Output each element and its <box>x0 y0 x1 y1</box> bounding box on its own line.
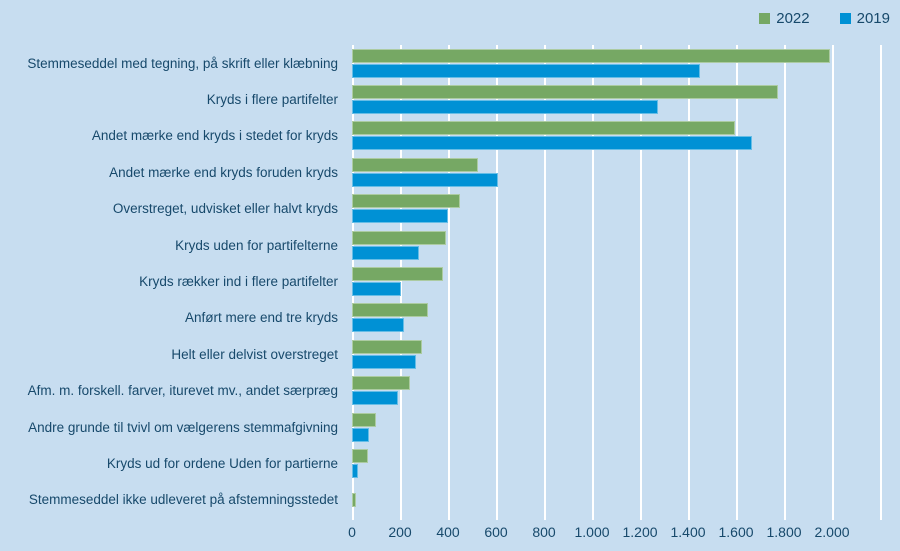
chart-row <box>0 118 900 154</box>
bar-2019 <box>352 136 752 150</box>
bar-2022 <box>352 376 410 390</box>
category-label: Andet mærke end kryds i stedet for kryds <box>91 128 338 144</box>
category-label: Afm. m. forskell. farver, iturevet mv., andet særpræg <box>27 383 338 399</box>
chart-row <box>0 373 900 409</box>
legend-item-2019 <box>840 10 890 27</box>
bar-group <box>352 45 900 81</box>
bar-2019 <box>352 464 358 478</box>
chart-row <box>0 45 900 81</box>
chart-row <box>0 336 900 372</box>
bar-group <box>352 409 900 445</box>
category-label: Kryds ud for ordene Uden for partierne <box>106 455 338 471</box>
category-label: Andre grunde til tvivl om vælgerens stemmafgivning <box>28 419 338 435</box>
category-label: Kryds uden for partifelterne <box>175 237 338 253</box>
chart-row <box>0 263 900 299</box>
x-tick-label: 2.000 <box>814 524 850 540</box>
x-tick-label: 600 <box>484 524 508 540</box>
chart-rows <box>0 45 900 518</box>
x-axis <box>348 524 882 544</box>
bar-2022 <box>352 303 428 317</box>
bar-2019 <box>352 64 700 78</box>
chart-row <box>0 191 900 227</box>
bar-2019 <box>352 100 658 114</box>
category-label: Kryds i flere partifelter <box>206 92 338 108</box>
bar-2022 <box>352 49 830 63</box>
bar-group <box>352 191 900 227</box>
bar-group <box>352 482 900 518</box>
x-tick-label: 1.000 <box>574 524 610 540</box>
bar-group <box>352 373 900 409</box>
bar-2019 <box>352 428 369 442</box>
category-label: Helt eller delvist overstreget <box>171 346 338 362</box>
bar-2022 <box>352 449 368 463</box>
bar-2022 <box>352 493 356 507</box>
bar-2019 <box>352 355 416 369</box>
category-label: Anført mere end tre kryds <box>184 310 338 326</box>
legend-swatch-2019 <box>840 13 851 24</box>
bar-2022 <box>352 158 478 172</box>
bar-group <box>352 300 900 336</box>
bar-group <box>352 154 900 190</box>
bar-group <box>352 81 900 117</box>
x-tick-label: 800 <box>532 524 556 540</box>
x-tick-label: 200 <box>388 524 412 540</box>
bar-group <box>352 227 900 263</box>
category-label: Andet mærke end kryds foruden kryds <box>109 164 338 180</box>
bar-2022 <box>352 413 376 427</box>
bar-2022 <box>352 231 446 245</box>
chart-legend <box>759 10 890 27</box>
bar-2019 <box>352 318 404 332</box>
bar-2022 <box>352 267 443 281</box>
bar-2019 <box>352 282 401 296</box>
bar-2019 <box>352 173 498 187</box>
category-label: Kryds rækker ind i flere partifelter <box>139 274 338 290</box>
bar-2019 <box>352 209 448 223</box>
bar-2019 <box>352 246 419 260</box>
category-label: Stemmeseddel med tegning, på skrift eller klæbning <box>27 55 338 71</box>
bar-group <box>352 445 900 481</box>
bar-group <box>352 118 900 154</box>
legend-item-2022 <box>759 10 809 27</box>
bar-2022 <box>352 340 422 354</box>
x-tick-label: 1.600 <box>718 524 754 540</box>
category-label: Stemmeseddel ikke udleveret på afstemningsstedet <box>28 492 338 508</box>
chart-row <box>0 154 900 190</box>
bar-group <box>352 263 900 299</box>
legend-label: 2019 <box>856 10 890 27</box>
bar-2022 <box>352 85 778 99</box>
chart-row <box>0 81 900 117</box>
bar-group <box>352 336 900 372</box>
chart-row <box>0 227 900 263</box>
legend-label: 2022 <box>776 10 810 27</box>
chart-row <box>0 482 900 518</box>
category-label: Overstreget, udvisket eller halvt kryds <box>112 201 338 217</box>
bar-2019 <box>352 391 398 405</box>
x-tick-label: 1.200 <box>622 524 658 540</box>
x-tick-label: 1.800 <box>766 524 802 540</box>
bar-2022 <box>352 194 460 208</box>
x-tick-label: 400 <box>436 524 460 540</box>
bar-2022 <box>352 121 735 135</box>
x-tick-label: 0 <box>348 524 356 540</box>
chart-row <box>0 445 900 481</box>
chart-row <box>0 409 900 445</box>
chart-row <box>0 300 900 336</box>
x-tick-label: 1.400 <box>670 524 706 540</box>
legend-swatch-2022 <box>759 13 770 24</box>
